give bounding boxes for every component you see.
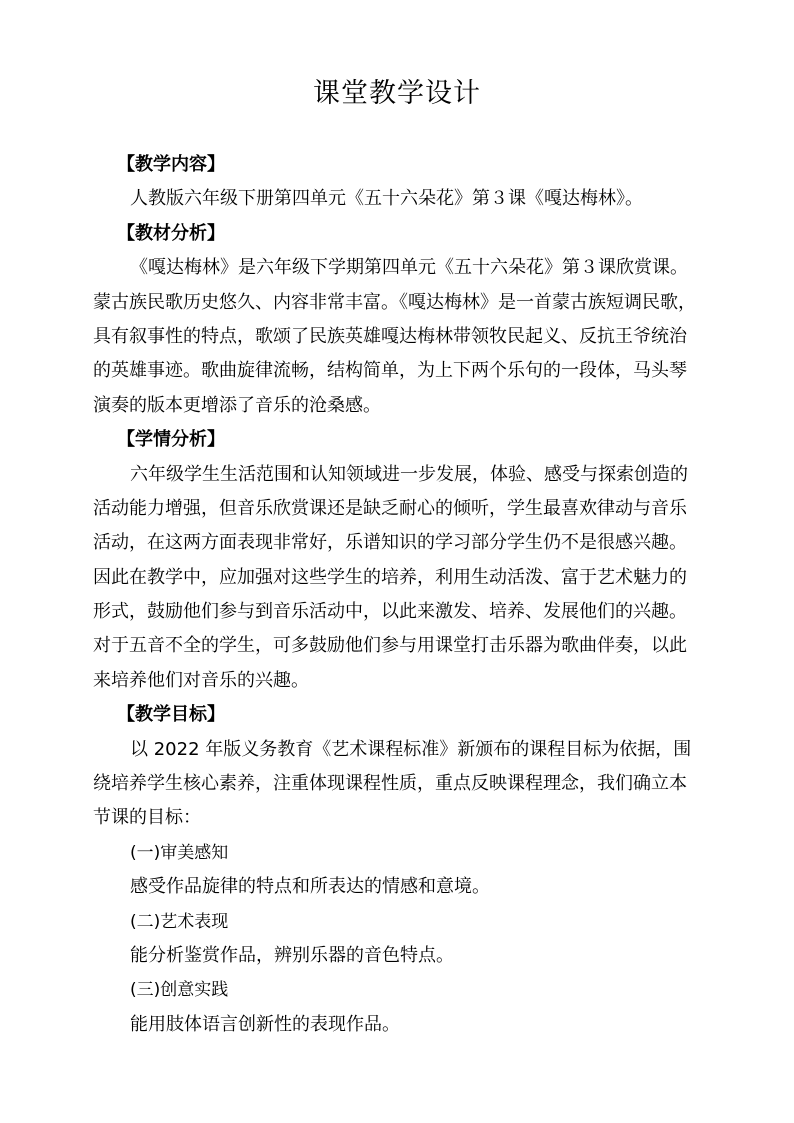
- paragraph-line: 活动能力增强，但音乐欣赏课还是缺乏耐心的倾听，学生最喜欢律动与音乐: [93, 497, 687, 519]
- paragraph-line: 绕培养学生核心素养，注重体现课程性质，重点反映课程理念，我们确立本: [93, 773, 687, 795]
- goal-text: 能分析鉴赏作品，辨别乐器的音色特点。: [130, 944, 454, 966]
- paragraph-line: 活动，在这两方面表现非常好，乐谱知识的学习部分学生仍不是很感兴趣。: [93, 532, 687, 554]
- section-heading-students: 【学情分析】: [117, 429, 225, 451]
- paragraph-line: 人教版六年级下册第四单元《五十六朵花》第３课《嘎达梅林》。: [130, 188, 643, 210]
- section-heading-content: 【教学内容】: [117, 154, 225, 175]
- paragraph-line: 对于五音不全的学生，可多鼓励他们参与用课堂打击乐器为歌曲伴奏，以此: [93, 635, 687, 657]
- paragraph-line: 节课的目标：: [93, 807, 201, 829]
- paragraph-line: 以 2022 年版义务教育《艺术课程标准》新颁布的课程目标为依据，围: [130, 738, 692, 760]
- goal-text: 能用肢体语言创新性的表现作品。: [130, 1013, 400, 1035]
- paragraph-line: 具有叙事性的特点，歌颂了民族英雄嘎达梅林带领牧民起义、反抗王爷统治: [93, 325, 687, 347]
- paragraph-line: 《嘎达梅林》是六年级下学期第四单元《五十六朵花》第３课欣赏课。: [130, 257, 688, 279]
- section-heading-material: 【教材分析】: [117, 222, 225, 244]
- goal-text: 感受作品旋律的特点和所表达的情感和意境。: [130, 876, 490, 898]
- paragraph-line: 来培养他们对音乐的兴趣。: [93, 669, 309, 691]
- goal-label: (二)艺术表现: [130, 911, 229, 932]
- document-body: [93, 148, 705, 1042]
- paragraph-line: 蒙古族民歌历史悠久、内容非常丰富。《嘎达梅林》是一首蒙古族短调民歌，: [93, 291, 696, 313]
- paragraph-line: 演奏的版本更增添了音乐的沧桑感。: [93, 394, 381, 416]
- paragraph-line: 因此在教学中，应加强对这些学生的培养，利用生动活泼、富于艺术魅力的: [93, 566, 687, 588]
- goal-label: (一)审美感知: [130, 842, 229, 863]
- paragraph-line: 形式，鼓励他们参与到音乐活动中，以此来激发、培养、发展他们的兴趣。: [93, 601, 687, 623]
- paragraph-line: 的英雄事迹。歌曲旋律流畅，结构简单，为上下两个乐句的一段体，马头琴: [93, 360, 687, 382]
- paragraph-line: 六年级学生生活范围和认知领域进一步发展，体验、感受与探索创造的: [130, 463, 688, 485]
- goal-label: (三)创意实践: [130, 980, 229, 1001]
- section-heading-goals: 【教学目标】: [117, 704, 225, 726]
- page-title: 课堂教学设计: [313, 78, 481, 109]
